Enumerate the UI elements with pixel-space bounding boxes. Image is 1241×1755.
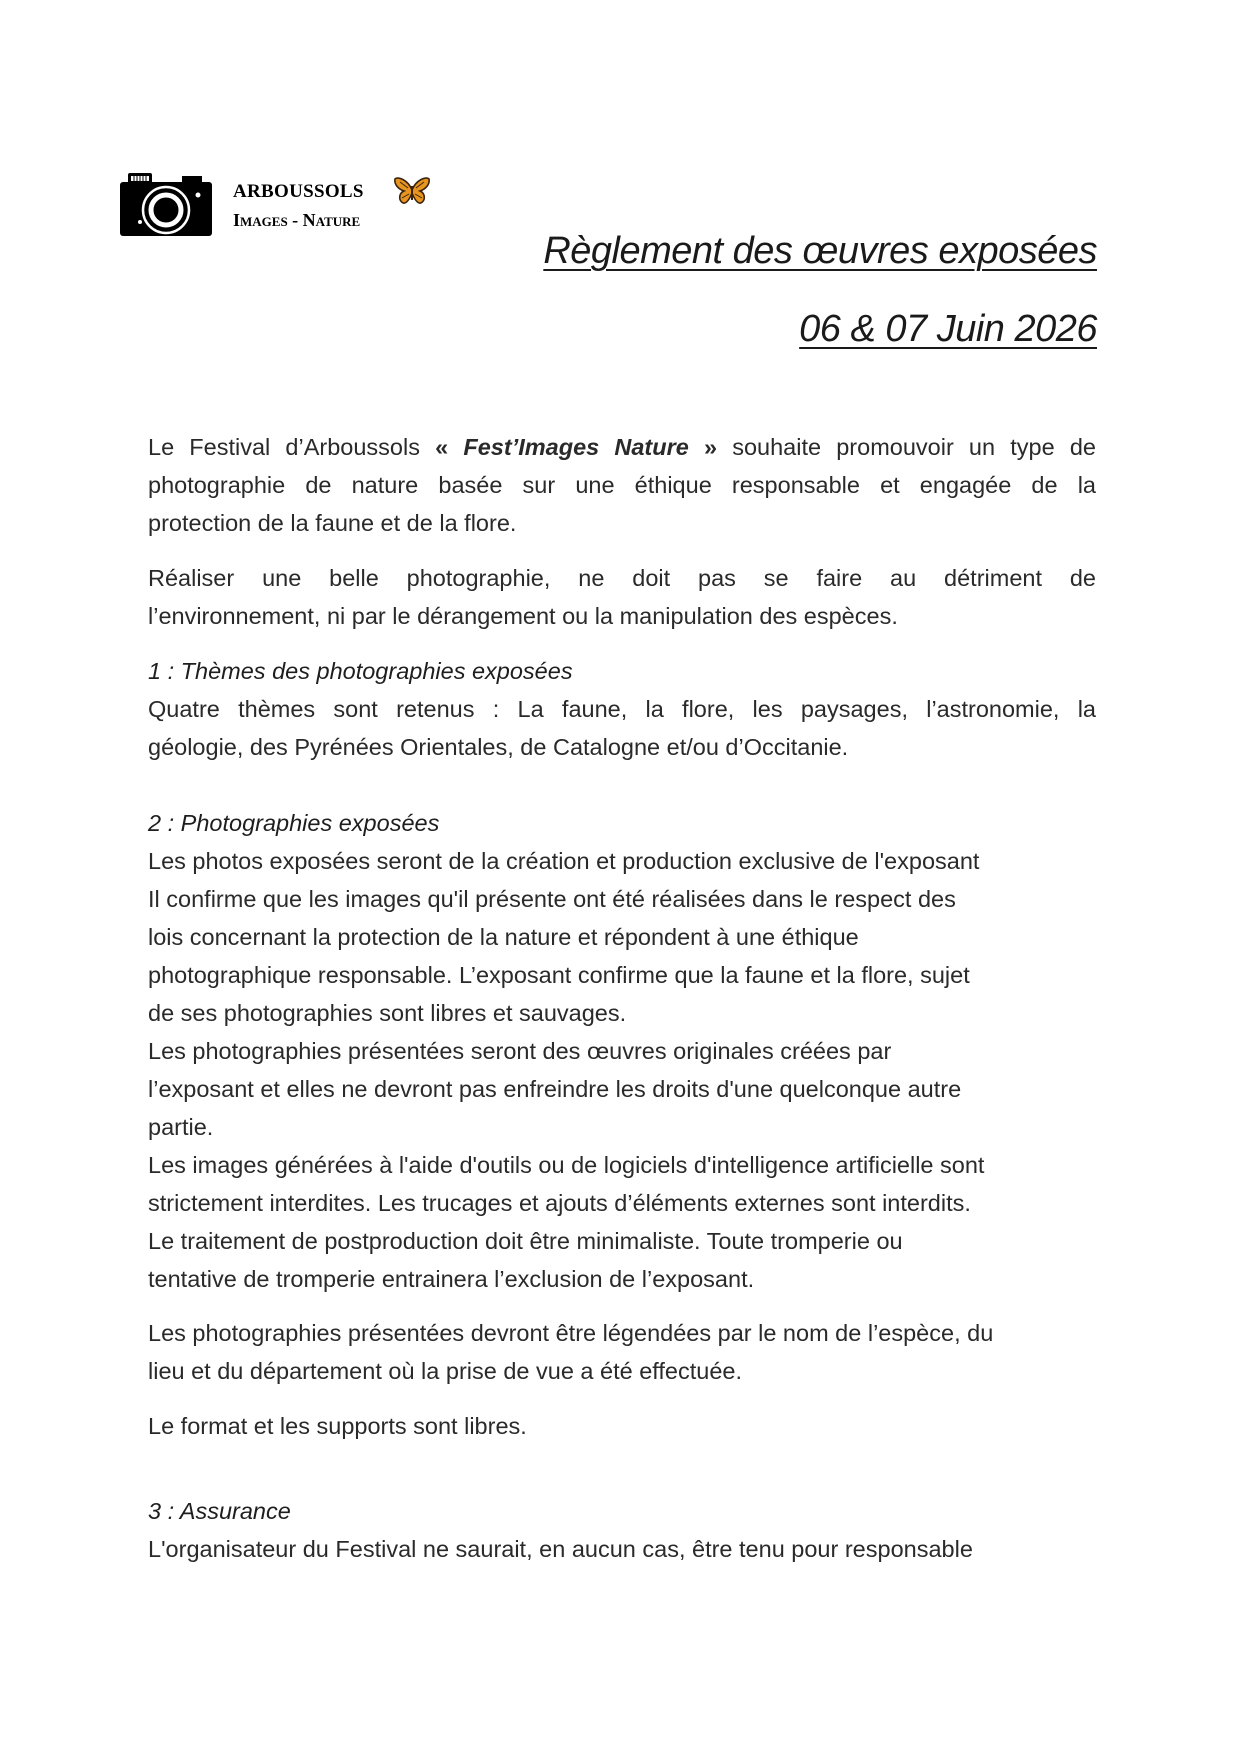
document-title: Règlement des œuvres exposées	[543, 230, 1097, 272]
document-dates: 06 & 07 Juin 2026	[799, 308, 1097, 350]
section-line: tentative de tromperie entrainera l’exclusion de l’exposant.	[148, 1266, 755, 1292]
intro-p1-line: photographie de nature basée sur une éthique responsable et engagée de la	[148, 472, 1096, 498]
brand-tagline: Images - Nature	[233, 210, 361, 230]
camera-icon	[120, 170, 212, 236]
legend-line: lieu et du département où la prise de vue a été effectuée.	[148, 1358, 743, 1384]
brand-name: ARBOUSSOLS	[233, 181, 364, 202]
section-heading: 1 : Thèmes des photographies exposées	[148, 658, 573, 684]
section-line: strictement interdites. Les trucages et ajouts d’éléments externes sont interdits.	[148, 1190, 971, 1216]
section-line: Les photos exposées seront de la création et production exclusive de l'exposant	[148, 848, 980, 874]
section-line: de ses photographies sont libres et sauvages.	[148, 1000, 627, 1026]
section-line: L'organisateur du Festival ne saurait, en aucun cas, être tenu pour responsable	[148, 1536, 973, 1562]
section-line: lois concernant la protection de la nature et répondent à une éthique	[148, 924, 859, 950]
section-line: Les images générées à l'aide d'outils ou de logiciels d'intelligence artificielle sont	[148, 1152, 985, 1178]
format-line: Le format et les supports sont libres.	[148, 1413, 527, 1439]
section-line: Le traitement de postproduction doit être minimaliste. Toute tromperie ou	[148, 1228, 903, 1254]
section-heading: 3 : Assurance	[148, 1498, 291, 1524]
section-line: Il confirme que les images qu'il présente ont été réalisées dans le respect des	[148, 886, 956, 912]
section-line: l’exposant et elles ne devront pas enfreindre les droits d'une quelconque autre	[148, 1076, 962, 1102]
section-line: Quatre thèmes sont retenus : La faune, la flore, les paysages, l’astronomie, la	[148, 696, 1096, 722]
intro-p1-line: protection de la faune et de la flore.	[148, 510, 517, 536]
quote-open: «	[435, 434, 464, 460]
text-run: souhaite promouvoir un type de	[717, 434, 1096, 460]
festival-name: Fest’Images Nature	[463, 434, 689, 460]
quote-close: »	[688, 434, 718, 460]
section-heading: 2 : Photographies exposées	[148, 810, 440, 836]
intro-p1-line	[148, 432, 1096, 462]
section-line: photographique responsable. L’exposant confirme que la faune et la flore, sujet	[148, 962, 970, 988]
section-line: partie.	[148, 1114, 214, 1140]
section-line: Les photographies présentées seront des œuvres originales créées par	[148, 1038, 892, 1064]
logo	[120, 170, 440, 240]
legend-line: Les photographies présentées devront être légendées par le nom de l’espèce, du	[148, 1320, 994, 1346]
intro-p2-line: Réaliser une belle photographie, ne doit pas se faire au détriment de	[148, 565, 1096, 591]
text-run: Le Festival d’Arboussols	[148, 434, 436, 460]
intro-p2-line: l’environnement, ni par le dérangement ou la manipulation des espèces.	[148, 603, 898, 629]
section-line: géologie, des Pyrénées Orientales, de Catalogne et/ou d’Occitanie.	[148, 734, 849, 760]
butterfly-icon	[394, 176, 430, 206]
